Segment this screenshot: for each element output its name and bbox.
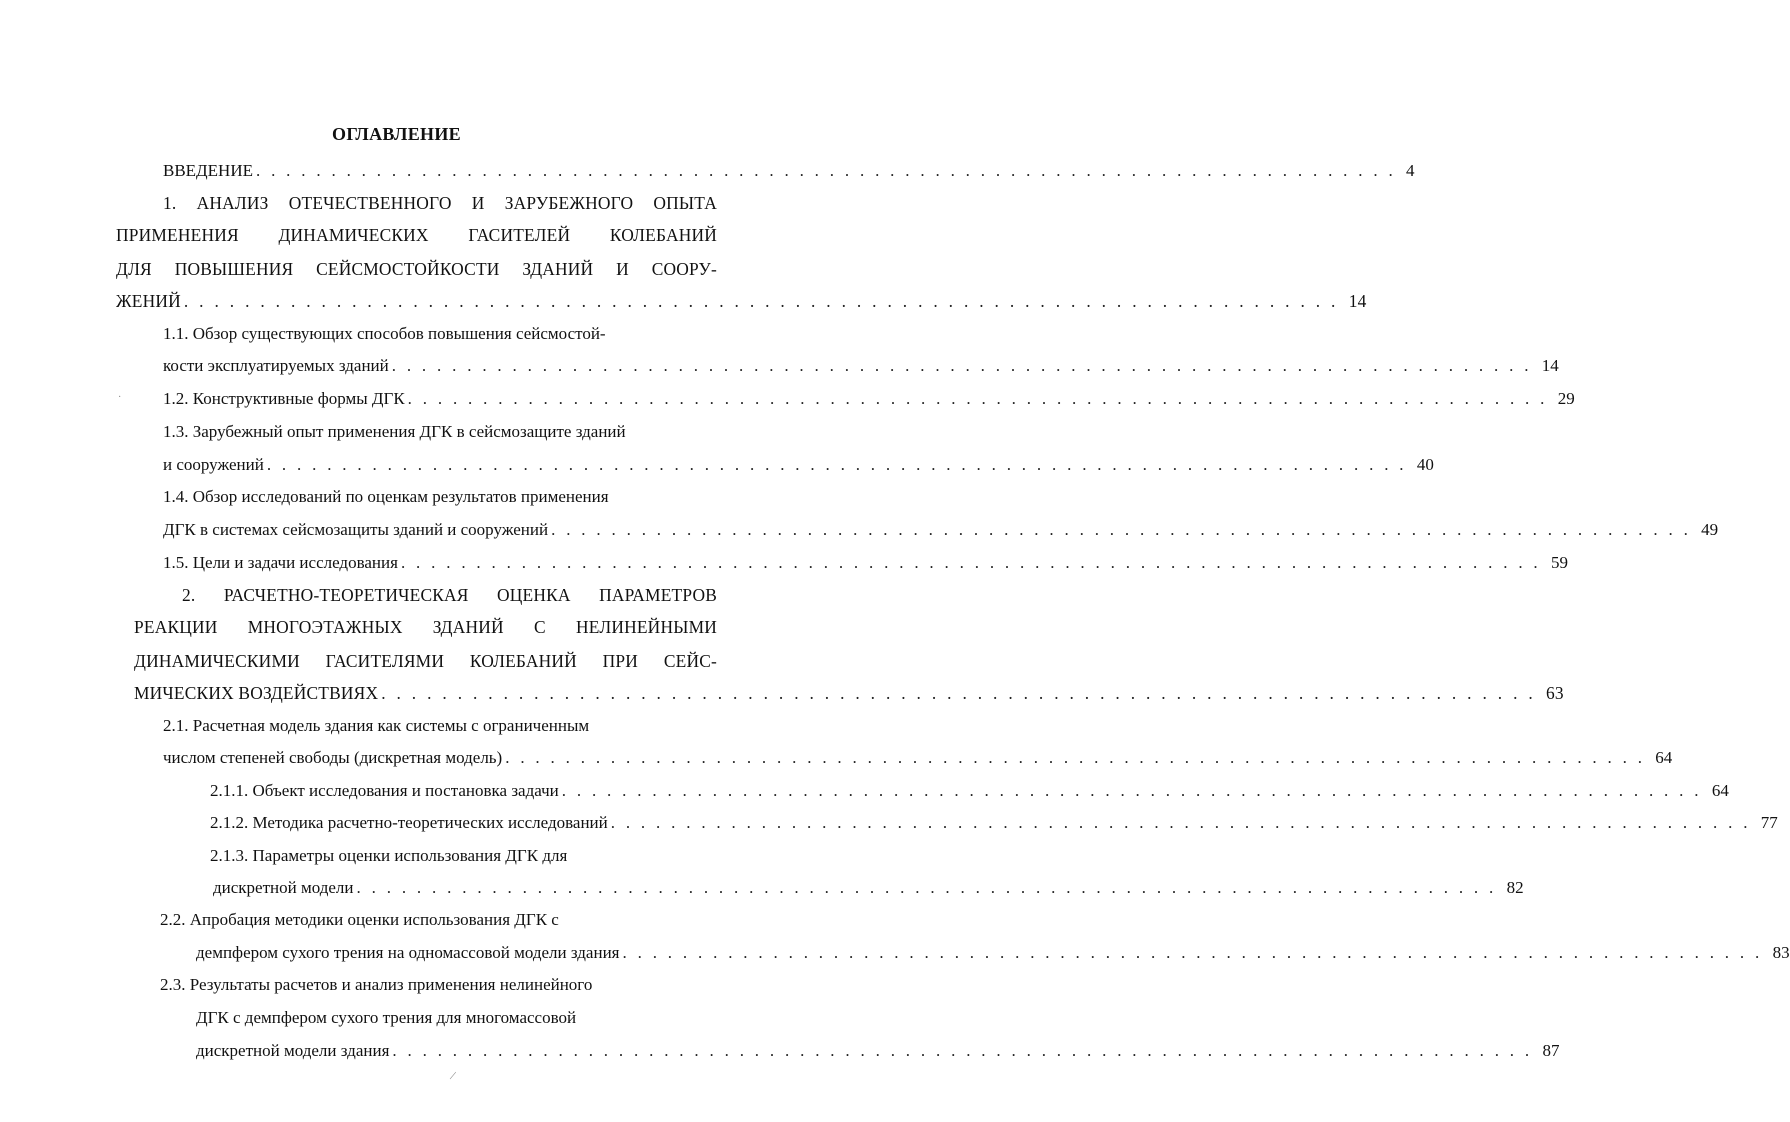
- toc-entry-2-1-1[interactable]: [210, 776, 1729, 806]
- toc-entry-1-1[interactable]: [163, 351, 1559, 381]
- toc-page-number: 83: [1772, 943, 1790, 962]
- toc-entry-chapter1[interactable]: [116, 286, 1367, 316]
- toc-entry-text: 1.5. Цели и задачи исследования: [163, 553, 398, 572]
- dot-leader: . . . . . . . . . . . . . . . . . . . . . . . . . . . . . . . . . . . . . . . . . . . . . . . . . . . . . . . . . . . . . . . . . . . . . . . . . . . .: [622, 943, 1763, 962]
- toc-entry-intro[interactable]: [163, 156, 1415, 186]
- dot-leader: . . . . . . . . . . . . . . . . . . . . . . . . . . . . . . . . . . . . . . . . . . . . . . . . . . . . . . . . . . . . . . . . . . . . . . . . . . . .: [400, 553, 1541, 572]
- toc-entry-text: кости эксплуатируемых зданий: [163, 356, 389, 375]
- toc-chapter2-line2: РЕАКЦИИ МНОГОЭТАЖНЫХ ЗДАНИЙ С НЕЛИНЕЙНЫМИ: [134, 617, 717, 637]
- toc-entry-text: ЖЕНИЙ: [116, 291, 181, 311]
- toc-section-2-2-line1: 2.2. Апробация методики оценки использования ДГК с: [160, 910, 559, 929]
- toc-entry-1-5[interactable]: [163, 548, 1568, 578]
- dot-leader: . . . . . . . . . . . . . . . . . . . . . . . . . . . . . . . . . . . . . . . . . . . . . . . . . . . . . . . . . . . . . . . . . . . . . . . . . . . .: [561, 781, 1702, 800]
- toc-entry-text: 2.1.2. Методика расчетно-теоретических исследований: [210, 813, 608, 832]
- toc-chapter1-line3: ДЛЯ ПОВЫШЕНИЯ СЕЙСМОСТОЙКОСТИ ЗДАНИЙ И СООРУ-: [116, 259, 717, 279]
- toc-entry-text: 2.1.1. Объект исследования и постановка задачи: [210, 781, 559, 800]
- dot-leader: . . . . . . . . . . . . . . . . . . . . . . . . . . . . . . . . . . . . . . . . . . . . . . . . . . . . . . . . . . . . . . . . . . . . . . . . . . . .: [505, 748, 1646, 767]
- scan-speck: ·: [118, 392, 122, 403]
- toc-page-number: 64: [1655, 748, 1673, 767]
- toc-page-number: 49: [1701, 520, 1719, 539]
- scan-speck: |: [448, 1070, 458, 1081]
- dot-leader: . . . . . . . . . . . . . . . . . . . . . . . . . . . . . . . . . . . . . . . . . . . . . . . . . . . . . . . . . . . . . . . . . . . . . . . . . . . .: [392, 1041, 1533, 1060]
- toc-entry-2-1-2[interactable]: [210, 808, 1778, 838]
- toc-entry-1-2[interactable]: [163, 384, 1575, 414]
- toc-entry-text: и сооружений: [163, 455, 264, 474]
- dot-leader: . . . . . . . . . . . . . . . . . . . . . . . . . . . . . . . . . . . . . . . . . . . . . . . . . . . . . . . . . . . . . . . . . . . . . . . . . . . .: [551, 520, 1692, 539]
- toc-entry-1-3[interactable]: [163, 450, 1434, 480]
- toc-page-number: 64: [1711, 781, 1729, 800]
- dot-leader: . . . . . . . . . . . . . . . . . . . . . . . . . . . . . . . . . . . . . . . . . . . . . . . . . . . . . . . . . . . . . . . . . . . . . . . . . . . .: [610, 813, 1751, 832]
- toc-section-2-3-line1: 2.3. Результаты расчетов и анализ применения нелинейного: [160, 975, 593, 994]
- toc-entry-text: ДГК в системах сейсмозащиты зданий и сооружений: [163, 520, 549, 539]
- dot-leader: . . . . . . . . . . . . . . . . . . . . . . . . . . . . . . . . . . . . . . . . . . . . . . . . . . . . . . . . . . . . . . . . . . . . . . . . . . . .: [266, 455, 1407, 474]
- toc-chapter1-line2: ПРИМЕНЕНИЯ ДИНАМИЧЕСКИХ ГАСИТЕЛЕЙ КОЛЕБАНИЙ: [116, 225, 717, 245]
- toc-section-1-4-line1: 1.4. Обзор исследований по оценкам результатов применения: [163, 487, 609, 506]
- toc-page-number: 63: [1546, 683, 1564, 703]
- dot-leader: . . . . . . . . . . . . . . . . . . . . . . . . . . . . . . . . . . . . . . . . . . . . . . . . . . . . . . . . . . . . . . . . . . . . . . . . . . . .: [356, 878, 1497, 897]
- toc-entry-2-1-3[interactable]: [213, 873, 1524, 903]
- toc-page-number: 14: [1541, 356, 1559, 375]
- toc-entry-text: ВВЕДЕНИЕ: [163, 161, 253, 180]
- toc-section-1-1-line1: 1.1. Обзор существующих способов повышения сейсмостой-: [163, 324, 606, 343]
- toc-page-number: 87: [1542, 1041, 1560, 1060]
- toc-page-number: 40: [1416, 455, 1434, 474]
- dot-leader: . . . . . . . . . . . . . . . . . . . . . . . . . . . . . . . . . . . . . . . . . . . . . . . . . . . . . . . . . . . . . . . . . . . . . . . . . . . .: [183, 291, 1339, 311]
- toc-page-number: 82: [1506, 878, 1524, 897]
- toc-page-number: 29: [1557, 389, 1575, 408]
- toc-chapter1-line1: 1. АНАЛИЗ ОТЕЧЕСТВЕННОГО И ЗАРУБЕЖНОГО ОПЫТА: [163, 193, 717, 213]
- toc-section-2-1-line1: 2.1. Расчетная модель здания как системы с ограниченным: [163, 716, 590, 735]
- toc-entry-2-2[interactable]: [196, 938, 1790, 968]
- page-title: ОГЛАВЛЕНИЕ: [332, 124, 461, 144]
- toc-section-2-3-line2: ДГК с демпфером сухого трения для многомассовой: [196, 1008, 577, 1027]
- toc-entry-text: дискретной модели: [213, 878, 354, 897]
- dot-leader: . . . . . . . . . . . . . . . . . . . . . . . . . . . . . . . . . . . . . . . . . . . . . . . . . . . . . . . . . . . . . . . . . . . . . . . . . . . .: [381, 683, 1537, 703]
- toc-chapter2-line1: 2. РАСЧЕТНО-ТЕОРЕТИЧЕСКАЯ ОЦЕНКА ПАРАМЕТРОВ: [182, 585, 717, 605]
- toc-page-number: 77: [1760, 813, 1778, 832]
- toc-entry-text: числом степеней свободы (дискретная модель): [163, 748, 503, 767]
- toc-entry-text: 1.2. Конструктивные формы ДГК: [163, 389, 405, 408]
- toc-section-1-3-line1: 1.3. Зарубежный опыт применения ДГК в сейсмозащите зданий: [163, 422, 626, 441]
- toc-entry-1-4[interactable]: [163, 515, 1719, 545]
- toc-entry-text: дискретной модели здания: [196, 1041, 390, 1060]
- toc-section-2-1-3-line1: 2.1.3. Параметры оценки использования ДГК для: [210, 846, 568, 865]
- toc-entry-text: МИЧЕСКИХ ВОЗДЕЙСТВИЯХ: [134, 683, 379, 703]
- toc-entry-chapter2[interactable]: [134, 678, 1564, 708]
- toc-entry-2-1[interactable]: [163, 743, 1673, 773]
- toc-chapter2-line3: ДИНАМИЧЕСКИМИ ГАСИТЕЛЯМИ КОЛЕБАНИЙ ПРИ СЕЙС-: [134, 651, 717, 671]
- toc-page-number: 59: [1551, 553, 1568, 572]
- toc-entry-2-3[interactable]: [196, 1036, 1560, 1066]
- dot-leader: . . . . . . . . . . . . . . . . . . . . . . . . . . . . . . . . . . . . . . . . . . . . . . . . . . . . . . . . . . . . . . . . . . . . . . . . . . . .: [391, 356, 1532, 375]
- toc-entry-text: демпфером сухого трения на одномассовой модели здания: [196, 943, 620, 962]
- toc-page-number: 14: [1348, 291, 1367, 311]
- dot-leader: . . . . . . . . . . . . . . . . . . . . . . . . . . . . . . . . . . . . . . . . . . . . . . . . . . . . . . . . . . . . . . . . . . . . . . . . . . . .: [407, 389, 1548, 408]
- dot-leader: . . . . . . . . . . . . . . . . . . . . . . . . . . . . . . . . . . . . . . . . . . . . . . . . . . . . . . . . . . . . . . . . . . . . . . . . . . . .: [255, 161, 1397, 180]
- toc-page-number: 4: [1406, 161, 1415, 180]
